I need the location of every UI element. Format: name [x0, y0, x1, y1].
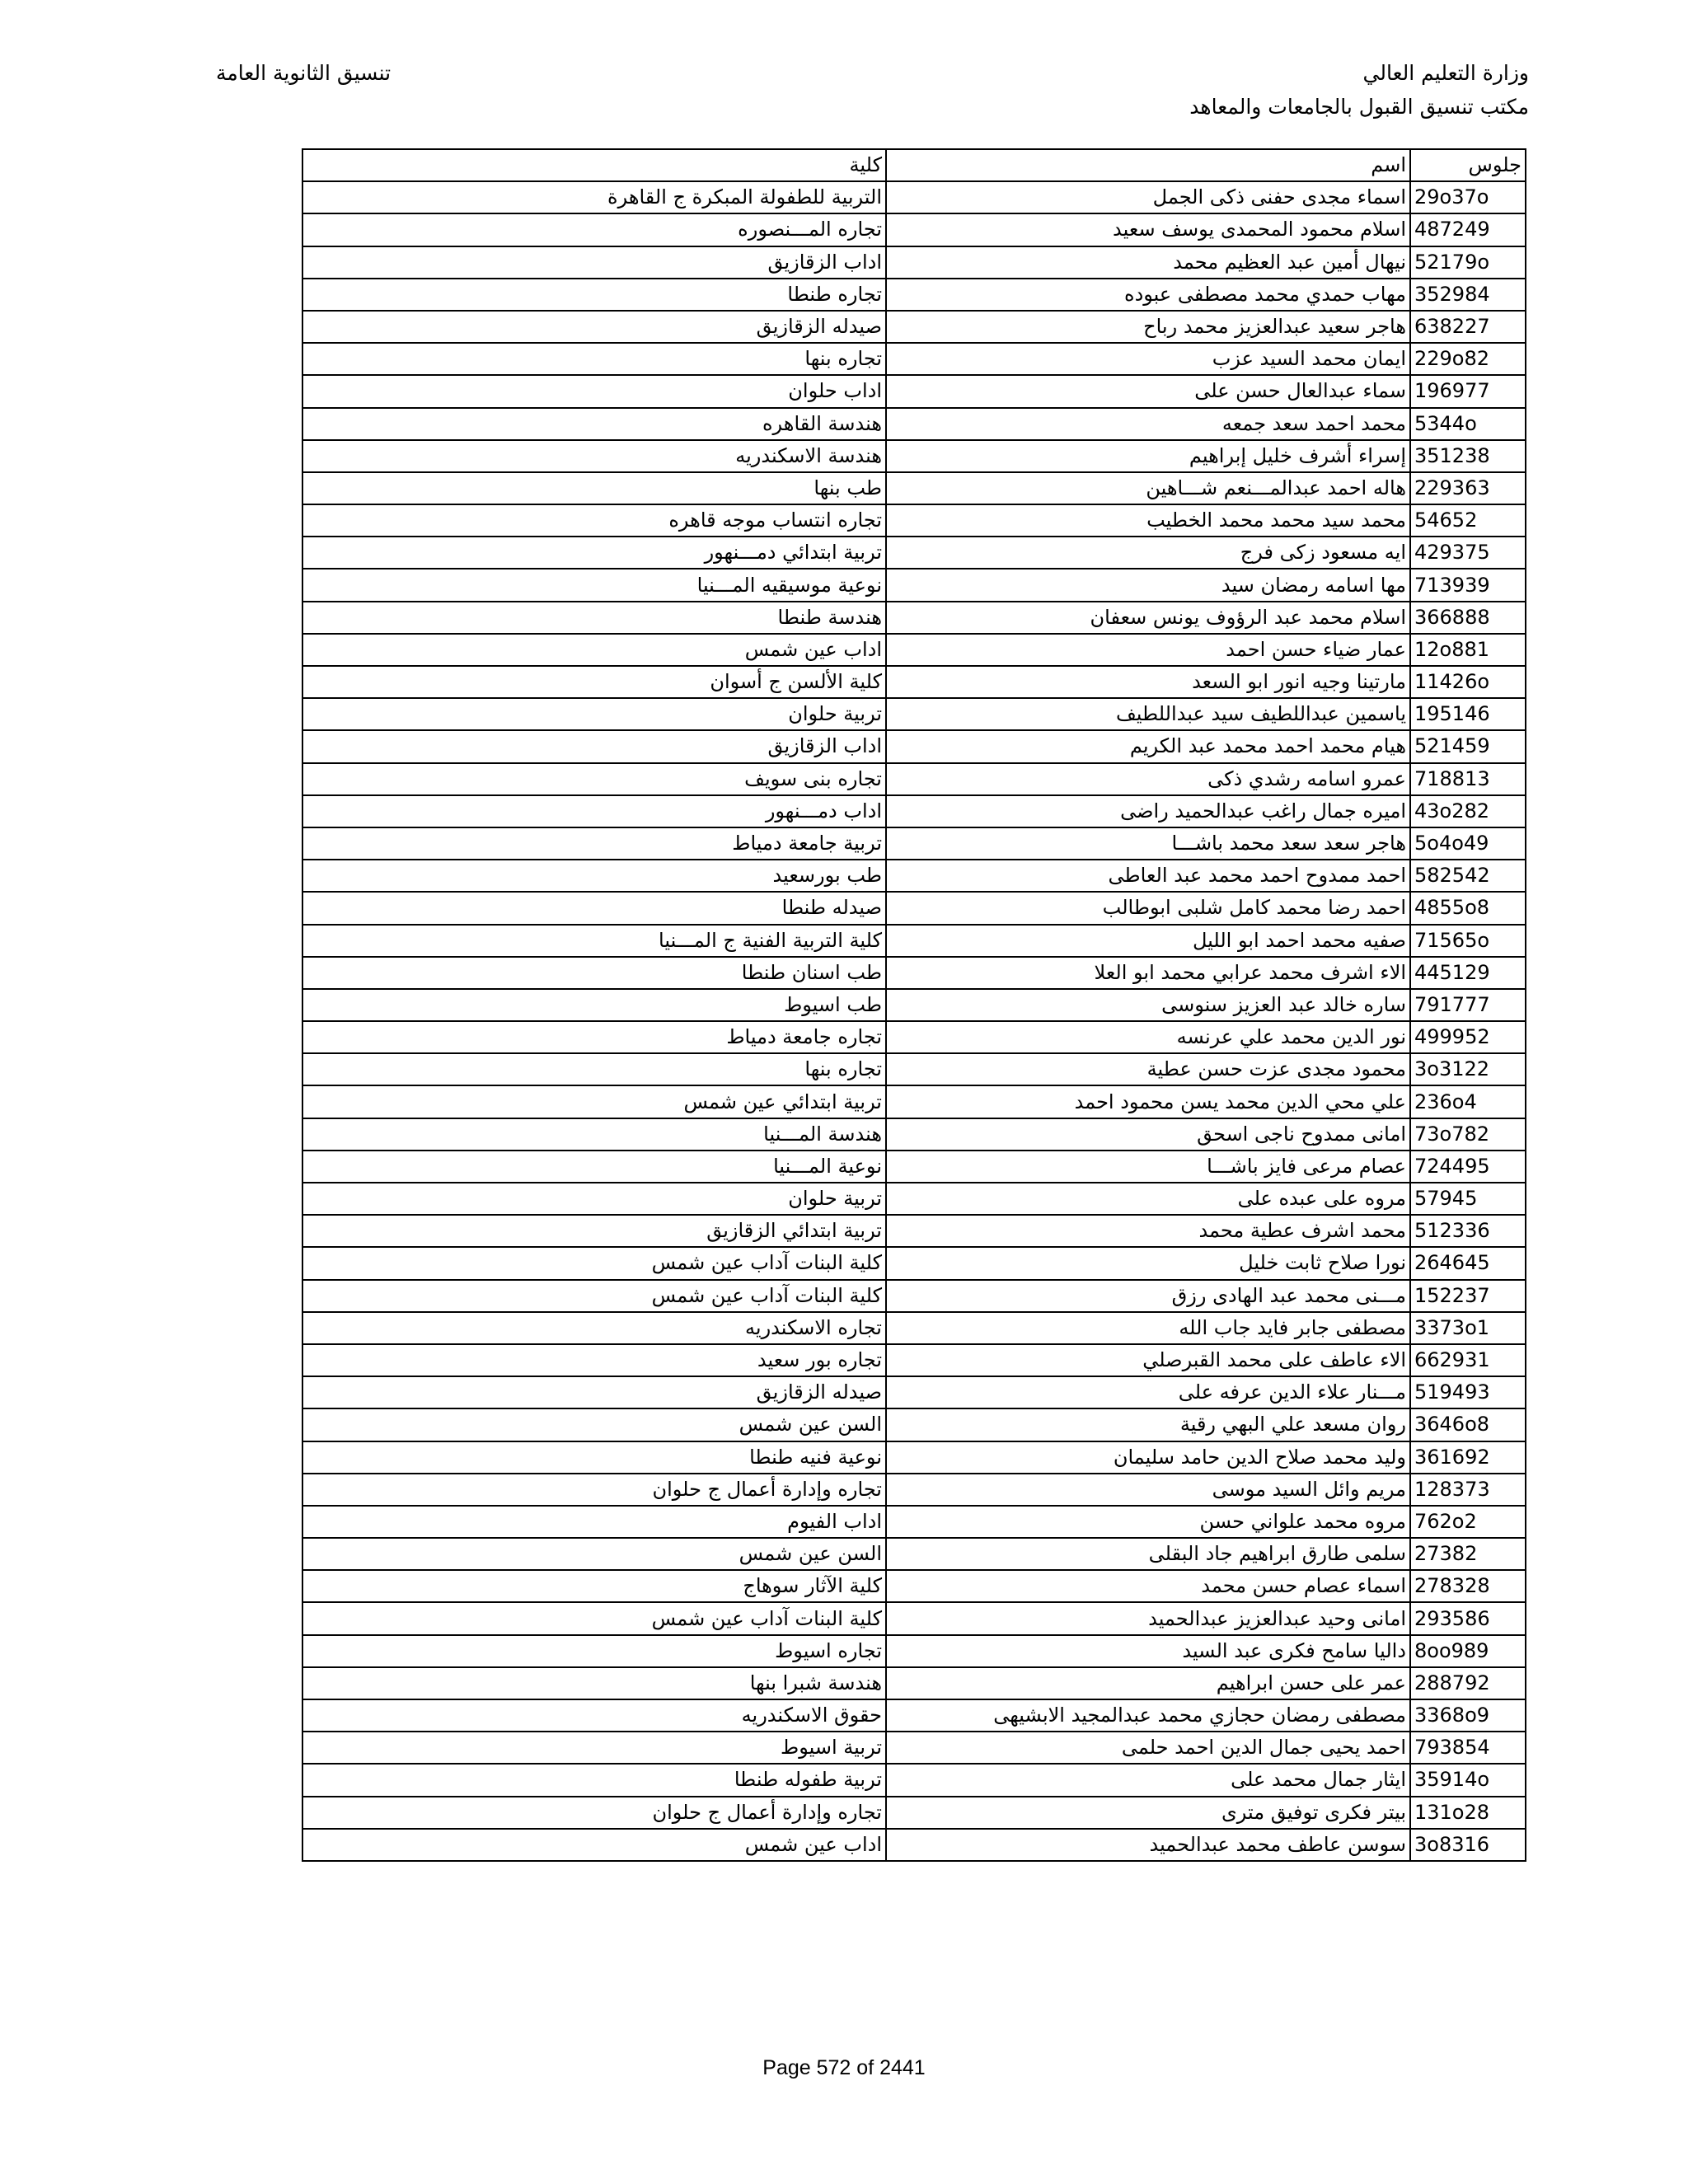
seat-number-cell: 229o82 [1410, 343, 1526, 375]
student-name-cell: اميره جمال راغب عبدالحميد راضى [886, 795, 1410, 827]
student-name-cell: ايثار جمال محمد على [886, 1764, 1410, 1796]
seat-number-cell: 57945 [1410, 1183, 1526, 1215]
faculty-cell: اداب الفيوم [302, 1506, 886, 1538]
faculty-cell: تربية اسيوط [302, 1732, 886, 1764]
student-name-cell: علي محي الدين محمد يسن محمود احمد [886, 1085, 1410, 1118]
seat-number-cell: 195146 [1410, 698, 1526, 730]
table-row [302, 1118, 1526, 1151]
seat-number-cell: 352984 [1410, 279, 1526, 311]
faculty-cell: السن عين شمس [302, 1538, 886, 1570]
table-row [302, 1538, 1526, 1570]
table-row [302, 925, 1526, 957]
seat-number-cell: 791777 [1410, 989, 1526, 1021]
student-name-cell: نيهال أمين عبد العظيم محمد [886, 246, 1410, 279]
student-name-cell: مروه محمد علواني حسن [886, 1506, 1410, 1538]
student-name-cell: محمد اشرف عطية محمد [886, 1215, 1410, 1247]
coordination-title: تنسيق الثانوية العامة [216, 61, 392, 85]
table-row [302, 763, 1526, 795]
table-row [302, 602, 1526, 634]
student-name-cell: امانى وحيد عبدالعزيز عبدالحميد [886, 1602, 1410, 1634]
seat-number-cell: 366888 [1410, 602, 1526, 634]
faculty-cell: اداب الزقازيق [302, 730, 886, 762]
seat-number-cell: 3368o9 [1410, 1699, 1526, 1732]
table-row [302, 1797, 1526, 1829]
faculty-cell: تجاره بور سعيد [302, 1344, 886, 1376]
table-row [302, 569, 1526, 601]
seat-number-cell: 4855o8 [1410, 892, 1526, 924]
table-row [302, 957, 1526, 989]
seat-number-cell: 3o3122 [1410, 1053, 1526, 1085]
student-name-cell: احمد يحيى جمال الدين احمد حلمى [886, 1732, 1410, 1764]
seat-number-cell: 519493 [1410, 1376, 1526, 1408]
table-row [302, 537, 1526, 569]
table-row [302, 1344, 1526, 1376]
student-name-cell: داليا سامح فكرى عبد السيد [886, 1635, 1410, 1667]
seat-number-cell: 487249 [1410, 213, 1526, 246]
student-name-cell: الاء اشرف محمد عرابي محمد ابو العلا [886, 957, 1410, 989]
seat-number-cell: 293586 [1410, 1602, 1526, 1634]
table-row [302, 213, 1526, 246]
faculty-cell: هندسة طنطا [302, 602, 886, 634]
table-row [302, 504, 1526, 537]
seat-number-cell: 361692 [1410, 1441, 1526, 1474]
seat-number-cell: 582542 [1410, 860, 1526, 892]
faculty-cell: تربية ابتدائي دمـــنهور [302, 537, 886, 569]
table-row [302, 860, 1526, 892]
student-name-cell: هيام محمد احمد محمد عبد الكريم [886, 730, 1410, 762]
student-name-cell: سوسن عاطف محمد عبدالحميد [886, 1829, 1410, 1861]
faculty-cell: تجاره بنها [302, 343, 886, 375]
student-name-cell: اسماء مجدى حفنى ذكى الجمل [886, 181, 1410, 213]
student-name-cell: احمد ممدوح احمد محمد عبد العاطى [886, 860, 1410, 892]
table-row [302, 892, 1526, 924]
faculty-cell: تربية حلوان [302, 698, 886, 730]
faculty-cell: التربية للطفولة المبكرة ج القاهرة [302, 181, 886, 213]
student-name-cell: اسماء عصام حسن محمد [886, 1570, 1410, 1602]
faculty-cell: تجاره بنى سويف [302, 763, 886, 795]
faculty-cell: هندسة المـــنيا [302, 1118, 886, 1151]
table-row [302, 1021, 1526, 1053]
table-row [302, 1053, 1526, 1085]
faculty-cell: كلية البنات آداب عين شمس [302, 1602, 886, 1634]
student-name-cell: بيتر فكرى توفيق مترى [886, 1797, 1410, 1829]
seat-number-cell: 793854 [1410, 1732, 1526, 1764]
seat-number-cell: 3o8316 [1410, 1829, 1526, 1861]
faculty-cell: تجاره انتساب موجه قاهره [302, 504, 886, 537]
seat-number-cell: 12o881 [1410, 634, 1526, 666]
faculty-cell: نوعية المـــنيا [302, 1151, 886, 1183]
seat-number-cell: 264645 [1410, 1247, 1526, 1279]
seat-number-cell: 762o2 [1410, 1506, 1526, 1538]
student-name-cell: هاله احمد عبدالمـــنعم شـــاهين [886, 472, 1410, 504]
table-row [302, 1151, 1526, 1183]
seat-number-cell: 35914o [1410, 1764, 1526, 1796]
faculty-cell: هندسة شبرا بنها [302, 1667, 886, 1699]
office-title: مكتب تنسيق القبول بالجامعات والمعاهد [1189, 95, 1529, 119]
student-name-cell: مـــنى محمد عبد الهادى رزق [886, 1280, 1410, 1312]
page-number: Page 572 of 2441 [762, 2056, 926, 2079]
student-name-cell: مريم وائل السيد موسى [886, 1474, 1410, 1506]
table-row [302, 1408, 1526, 1441]
faculty-cell: طب بورسعيد [302, 860, 886, 892]
student-name-cell: إسراء أشرف خليل إبراهيم [886, 440, 1410, 472]
student-name-cell: عمار ضياء حسن احمد [886, 634, 1410, 666]
faculty-cell: اداب عين شمس [302, 634, 886, 666]
faculty-cell: تربية طفوله طنطا [302, 1764, 886, 1796]
student-name-cell: امانى ممدوح ناجى اسحق [886, 1118, 1410, 1151]
student-name-cell: سلمى طارق ابراهيم جاد البقلى [886, 1538, 1410, 1570]
student-name-cell: اسلام محمود المحمدى يوسف سعيد [886, 213, 1410, 246]
faculty-cell: تربية ابتدائي الزقازيق [302, 1215, 886, 1247]
faculty-cell: تربية ابتدائي عين شمس [302, 1085, 886, 1118]
seat-number-cell: 236o4 [1410, 1085, 1526, 1118]
seat-number-cell: 351238 [1410, 440, 1526, 472]
table-row [302, 730, 1526, 762]
table-row [302, 1764, 1526, 1796]
student-name-cell: محمود مجدى عزت حسن عطية [886, 1053, 1410, 1085]
student-name-cell: روان مسعد علي البهي رقية [886, 1408, 1410, 1441]
column-header-seat-number: جلوس [1410, 149, 1526, 181]
seat-number-cell: 3373o1 [1410, 1312, 1526, 1344]
faculty-cell: طب بنها [302, 472, 886, 504]
seat-number-cell: 73o782 [1410, 1118, 1526, 1151]
faculty-cell: حقوق الاسكندريه [302, 1699, 886, 1732]
student-name-cell: نور الدين محمد علي عرنسه [886, 1021, 1410, 1053]
table-header-row [302, 149, 1526, 181]
table-row [302, 246, 1526, 279]
student-name-cell: هاجر سعيد عبدالعزيز محمد رباح [886, 311, 1410, 343]
table-row [302, 1699, 1526, 1732]
table-row [302, 1829, 1526, 1861]
seat-number-cell: 445129 [1410, 957, 1526, 989]
faculty-cell: تجاره المـــنصوره [302, 213, 886, 246]
seat-number-cell: 196977 [1410, 375, 1526, 407]
table-row [302, 343, 1526, 375]
seat-number-cell: 638227 [1410, 311, 1526, 343]
student-name-cell: عمرو اسامه رشدي ذكى [886, 763, 1410, 795]
seat-number-cell: 662931 [1410, 1344, 1526, 1376]
student-name-cell: مصطفى جابر فايد جاب الله [886, 1312, 1410, 1344]
seat-number-cell: 3646o8 [1410, 1408, 1526, 1441]
table-row [302, 1506, 1526, 1538]
student-name-cell: مـــنار علاء الدين عرفه على [886, 1376, 1410, 1408]
table-row [302, 1312, 1526, 1344]
seat-number-cell: 229363 [1410, 472, 1526, 504]
faculty-cell: تربية حلوان [302, 1183, 886, 1215]
table-row [302, 827, 1526, 860]
seat-number-cell: 11426o [1410, 666, 1526, 698]
seat-number-cell: 71565o [1410, 925, 1526, 957]
faculty-cell: نوعية فنيه طنطا [302, 1441, 886, 1474]
faculty-cell: هندسة القاهره [302, 408, 886, 440]
student-name-cell: مها اسامه رمضان سيد [886, 569, 1410, 601]
table-row [302, 1732, 1526, 1764]
student-name-cell: اسلام محمد عبد الرؤوف يونس سعفان [886, 602, 1410, 634]
results-table [302, 148, 1526, 1862]
table-row [302, 634, 1526, 666]
seat-number-cell: 152237 [1410, 1280, 1526, 1312]
column-header-name: اسم [886, 149, 1410, 181]
seat-number-cell: 54652 [1410, 504, 1526, 537]
student-name-cell: عصام مرعى فايز باشـــا [886, 1151, 1410, 1183]
faculty-cell: طب اسيوط [302, 989, 886, 1021]
faculty-cell: طب اسنان طنطا [302, 957, 886, 989]
student-name-cell: عمر على حسن ابراهيم [886, 1667, 1410, 1699]
student-name-cell: نورا صلاح ثابت خليل [886, 1247, 1410, 1279]
table-row [302, 279, 1526, 311]
table-row [302, 1667, 1526, 1699]
faculty-cell: صيدله الزقازيق [302, 311, 886, 343]
faculty-cell: كلية التربية الفنية ج المـــنيا [302, 925, 886, 957]
faculty-cell: صيدله الزقازيق [302, 1376, 886, 1408]
student-name-cell: مصطفى رمضان حجازي محمد عبدالمجيد الابشيهى [886, 1699, 1410, 1732]
table-row [302, 1215, 1526, 1247]
student-name-cell: مهاب حمدي محمد مصطفى عبوده [886, 279, 1410, 311]
student-name-cell: مارتينا وجيه انور ابو السعد [886, 666, 1410, 698]
table-row [302, 408, 1526, 440]
faculty-cell: تجاره جامعة دمياط [302, 1021, 886, 1053]
table-row [302, 795, 1526, 827]
faculty-cell: هندسة الاسكندريه [302, 440, 886, 472]
faculty-cell: اداب دمـــنهور [302, 795, 886, 827]
seat-number-cell: 278328 [1410, 1570, 1526, 1602]
student-name-cell: محمد احمد سعد جمعه [886, 408, 1410, 440]
student-name-cell: هاجر سعد سعد محمد باشـــا [886, 827, 1410, 860]
seat-number-cell: 429375 [1410, 537, 1526, 569]
faculty-cell: السن عين شمس [302, 1408, 886, 1441]
seat-number-cell: 52179o [1410, 246, 1526, 279]
table-row [302, 1441, 1526, 1474]
seat-number-cell: 499952 [1410, 1021, 1526, 1053]
seat-number-cell: 29o37o [1410, 181, 1526, 213]
seat-number-cell: 128373 [1410, 1474, 1526, 1506]
student-name-cell: ياسمين عبداللطيف سيد عبداللطيف [886, 698, 1410, 730]
faculty-cell: تجاره اسيوط [302, 1635, 886, 1667]
table-row [302, 666, 1526, 698]
seat-number-cell: 5344o [1410, 408, 1526, 440]
table-row [302, 472, 1526, 504]
faculty-cell: تجاره بنها [302, 1053, 886, 1085]
student-name-cell: ايمان محمد السيد عزب [886, 343, 1410, 375]
table-row [302, 1247, 1526, 1279]
faculty-cell: تجاره وإدارة أعمال ج حلوان [302, 1474, 886, 1506]
table-row [302, 440, 1526, 472]
seat-number-cell: 512336 [1410, 1215, 1526, 1247]
faculty-cell: نوعية موسيقيه المـــنيا [302, 569, 886, 601]
seat-number-cell: 5o4o49 [1410, 827, 1526, 860]
faculty-cell: اداب عين شمس [302, 1829, 886, 1861]
seat-number-cell: 713939 [1410, 569, 1526, 601]
table-row [302, 1085, 1526, 1118]
ministry-title: وزارة التعليم العالي [1362, 61, 1529, 85]
student-name-cell: محمد سيد محمد محمد الخطيب [886, 504, 1410, 537]
faculty-cell: كلية البنات آداب عين شمس [302, 1280, 886, 1312]
faculty-cell: تجاره وإدارة أعمال ج حلوان [302, 1797, 886, 1829]
table-row [302, 181, 1526, 213]
faculty-cell: كلية الألسن ج أسوان [302, 666, 886, 698]
table-row [302, 1635, 1526, 1667]
student-name-cell: وليد محمد صلاح الدين حامد سليمان [886, 1441, 1410, 1474]
table-row [302, 1570, 1526, 1602]
table-row [302, 698, 1526, 730]
seat-number-cell: 718813 [1410, 763, 1526, 795]
seat-number-cell: 8oo989 [1410, 1635, 1526, 1667]
table-row [302, 375, 1526, 407]
faculty-cell: تجاره طنطا [302, 279, 886, 311]
seat-number-cell: 288792 [1410, 1667, 1526, 1699]
student-name-cell: ايه مسعود زكى فرج [886, 537, 1410, 569]
student-name-cell: صفيه محمد احمد ابو الليل [886, 925, 1410, 957]
faculty-cell: اداب حلوان [302, 375, 886, 407]
seat-number-cell: 724495 [1410, 1151, 1526, 1183]
faculty-cell: اداب الزقازيق [302, 246, 886, 279]
results-table-body [302, 149, 1526, 1861]
faculty-cell: تجاره الاسكندريه [302, 1312, 886, 1344]
table-row [302, 1183, 1526, 1215]
table-row [302, 1280, 1526, 1312]
student-name-cell: الاء عاطف على محمد القبرصلي [886, 1344, 1410, 1376]
faculty-cell: كلية البنات آداب عين شمس [302, 1247, 886, 1279]
seat-number-cell: 521459 [1410, 730, 1526, 762]
seat-number-cell: 43o282 [1410, 795, 1526, 827]
table-row [302, 989, 1526, 1021]
column-header-faculty: كلية [302, 149, 886, 181]
table-row [302, 311, 1526, 343]
faculty-cell: تربية جامعة دمياط [302, 827, 886, 860]
table-row [302, 1602, 1526, 1634]
seat-number-cell: 131o28 [1410, 1797, 1526, 1829]
student-name-cell: مروه على عبده على [886, 1183, 1410, 1215]
seat-number-cell: 27382 [1410, 1538, 1526, 1570]
student-name-cell: سماء عبدالعال حسن على [886, 375, 1410, 407]
student-name-cell: احمد رضا محمد كامل شلبى ابوطالب [886, 892, 1410, 924]
student-name-cell: ساره خالد عبد العزيز سنوسى [886, 989, 1410, 1021]
faculty-cell: كلية الآثار سوهاج [302, 1570, 886, 1602]
table-row [302, 1376, 1526, 1408]
faculty-cell: صيدله طنطا [302, 892, 886, 924]
table-row [302, 1474, 1526, 1506]
